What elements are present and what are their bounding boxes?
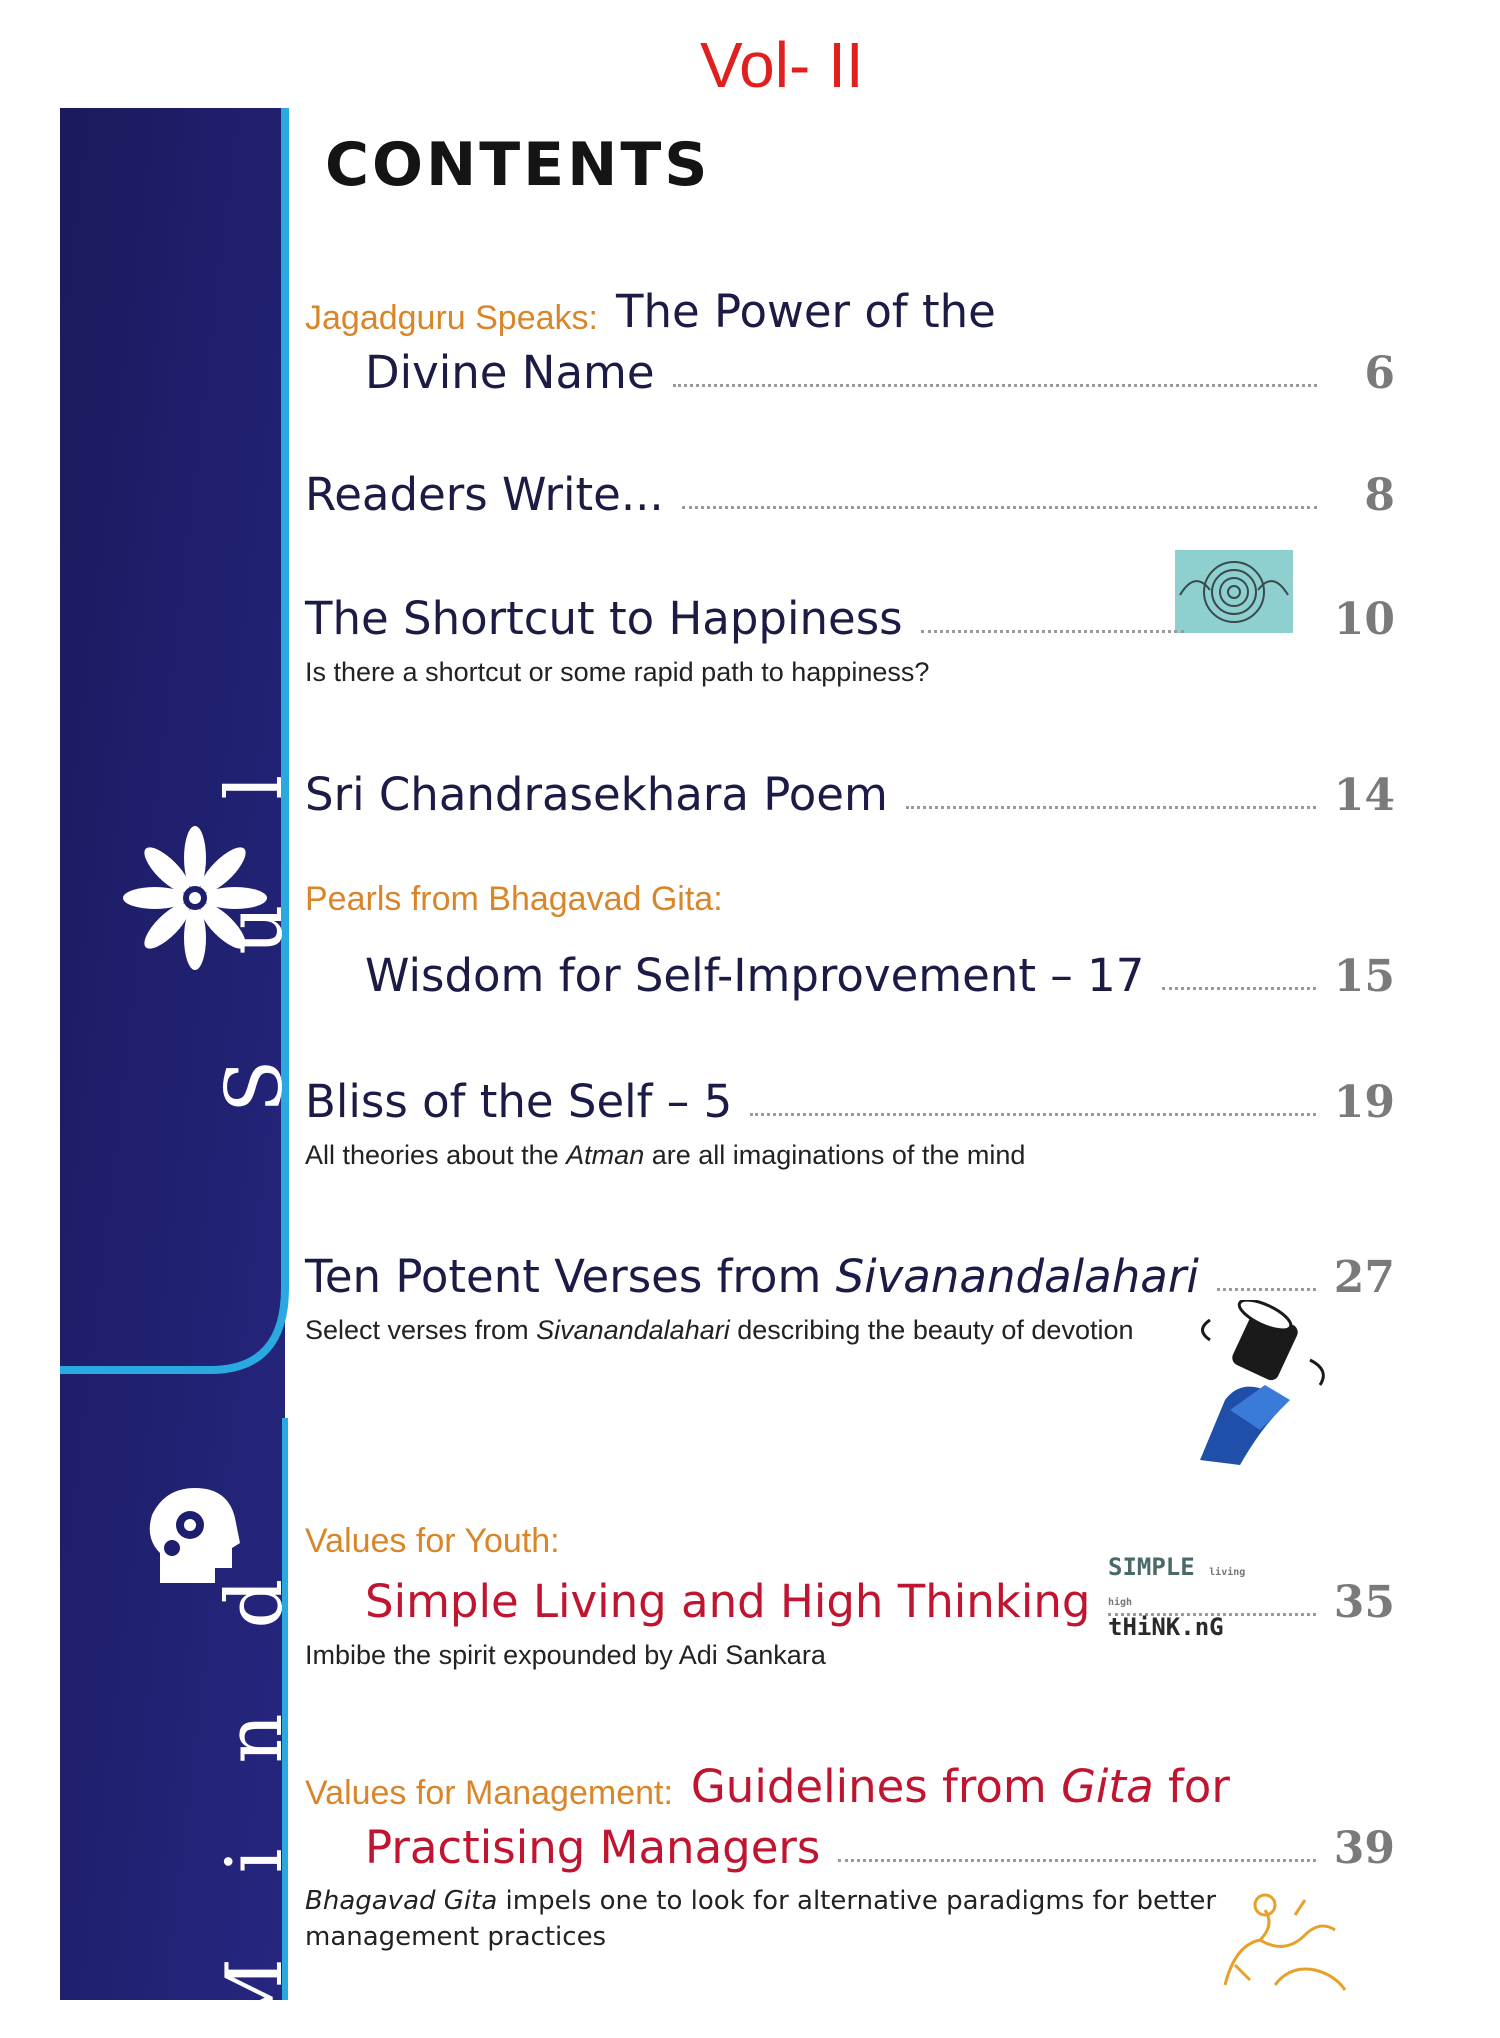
simple-living-logo — [1108, 1553, 1258, 1641]
page-number: 15 — [1333, 951, 1395, 1002]
logo-text-high: high — [1108, 1597, 1133, 1608]
page-number: 8 — [1364, 470, 1395, 521]
page-number: 27 — [1333, 1252, 1395, 1303]
entry-label: Values for Youth: — [305, 1522, 560, 1560]
dot-leader — [673, 384, 1317, 387]
logo-text-living: living — [1209, 1567, 1246, 1578]
dot-leader — [906, 806, 1316, 809]
volume-label: Vol- II — [700, 29, 864, 101]
dot-leader — [1217, 1288, 1316, 1291]
dot-leader — [921, 630, 1184, 633]
desc-text: Select verses from — [305, 1315, 537, 1345]
entry-description: Imbibe the spirit expounded by Adi Sankara — [305, 1640, 826, 1670]
krishna-sketch — [1205, 1885, 1355, 1995]
toc-entry-power-of-divine-name[interactable] — [305, 285, 1395, 399]
desc-text-end: describing the beauty of devotion — [729, 1315, 1134, 1345]
entry-title: The Shortcut to Happiness — [305, 592, 903, 645]
entry-title: The Power of the — [615, 285, 996, 338]
desc-emphasis: Sivanandalahari — [536, 1315, 730, 1345]
sidebar-word-soul: S u l — [210, 734, 300, 1113]
desc-text-end: are all imaginations of the mind — [644, 1140, 1026, 1170]
drum-illustration — [1170, 1300, 1340, 1470]
entry-label: Jagadguru Speaks: — [305, 299, 598, 337]
entry-title: Bliss of the Self – 5 — [305, 1075, 733, 1128]
title-text: Guidelines from — [690, 1760, 1062, 1813]
entry-description-line2: management practices — [305, 1922, 607, 1952]
dot-leader — [682, 506, 1317, 509]
logo-text-thinking: tHiNK.nG — [1108, 1613, 1224, 1641]
entry-description: Is there a shortcut or some rapid path to happiness? — [305, 657, 930, 687]
entry-title — [691, 1760, 1230, 1813]
page-number: 39 — [1333, 1823, 1395, 1874]
entry-description — [305, 1140, 1395, 1171]
toc-entry-bliss-of-self[interactable] — [305, 1075, 1395, 1171]
page-number: 6 — [1364, 348, 1395, 399]
dot-leader — [838, 1859, 1315, 1862]
logo-text-simple: SIMPLE — [1108, 1553, 1195, 1581]
entry-title-line2: Practising Managers — [365, 1821, 821, 1874]
page-number: 19 — [1333, 1077, 1395, 1128]
dot-leader — [750, 1113, 1316, 1116]
desc-text: All theories about the — [305, 1140, 567, 1170]
desc-text: impels one to look for alternative paradigms for better — [497, 1886, 1217, 1916]
entry-title-line2: Divine Name — [365, 346, 655, 399]
entry-label: Values for Management: — [305, 1774, 673, 1812]
sketch-icon — [1205, 1885, 1355, 1995]
entry-title — [305, 1250, 1199, 1303]
title-text: Ten Potent Verses from — [305, 1250, 836, 1303]
page-number: 14 — [1333, 770, 1395, 821]
hand-drum-icon — [1170, 1300, 1340, 1470]
entry-title: Readers Write... — [305, 468, 664, 521]
title-text-end: for — [1153, 1760, 1230, 1813]
entry-title: Sri Chandrasekhara Poem — [305, 768, 888, 821]
entry-label: Pearls from Bhagavad Gita: — [305, 880, 723, 918]
page-number: 10 — [1333, 594, 1395, 645]
toc-entry-chandrasekhara-poem[interactable] — [305, 768, 1395, 821]
title-emphasis: Sivanandalahari — [835, 1250, 1199, 1303]
page-title: CONTENTS — [325, 130, 711, 200]
sidebar-word-mind: M i n d — [210, 1548, 300, 2038]
page-number: 35 — [1333, 1577, 1395, 1628]
desc-emphasis: Bhagavad Gita — [305, 1886, 498, 1916]
toc-entry-readers-write[interactable] — [305, 468, 1395, 521]
desc-emphasis: Atman — [566, 1140, 645, 1170]
entry-title: Wisdom for Self-Improvement – 17 — [365, 949, 1145, 1002]
toc-entry-shortcut-to-happiness[interactable] — [305, 592, 1395, 688]
dot-leader — [1162, 987, 1315, 990]
sidebar-band — [60, 108, 300, 2038]
entry-title: Simple Living and High Thinking — [365, 1575, 1091, 1628]
title-emphasis: Gita — [1061, 1760, 1154, 1813]
toc-entry-wisdom-self-improvement[interactable] — [305, 880, 1395, 1002]
